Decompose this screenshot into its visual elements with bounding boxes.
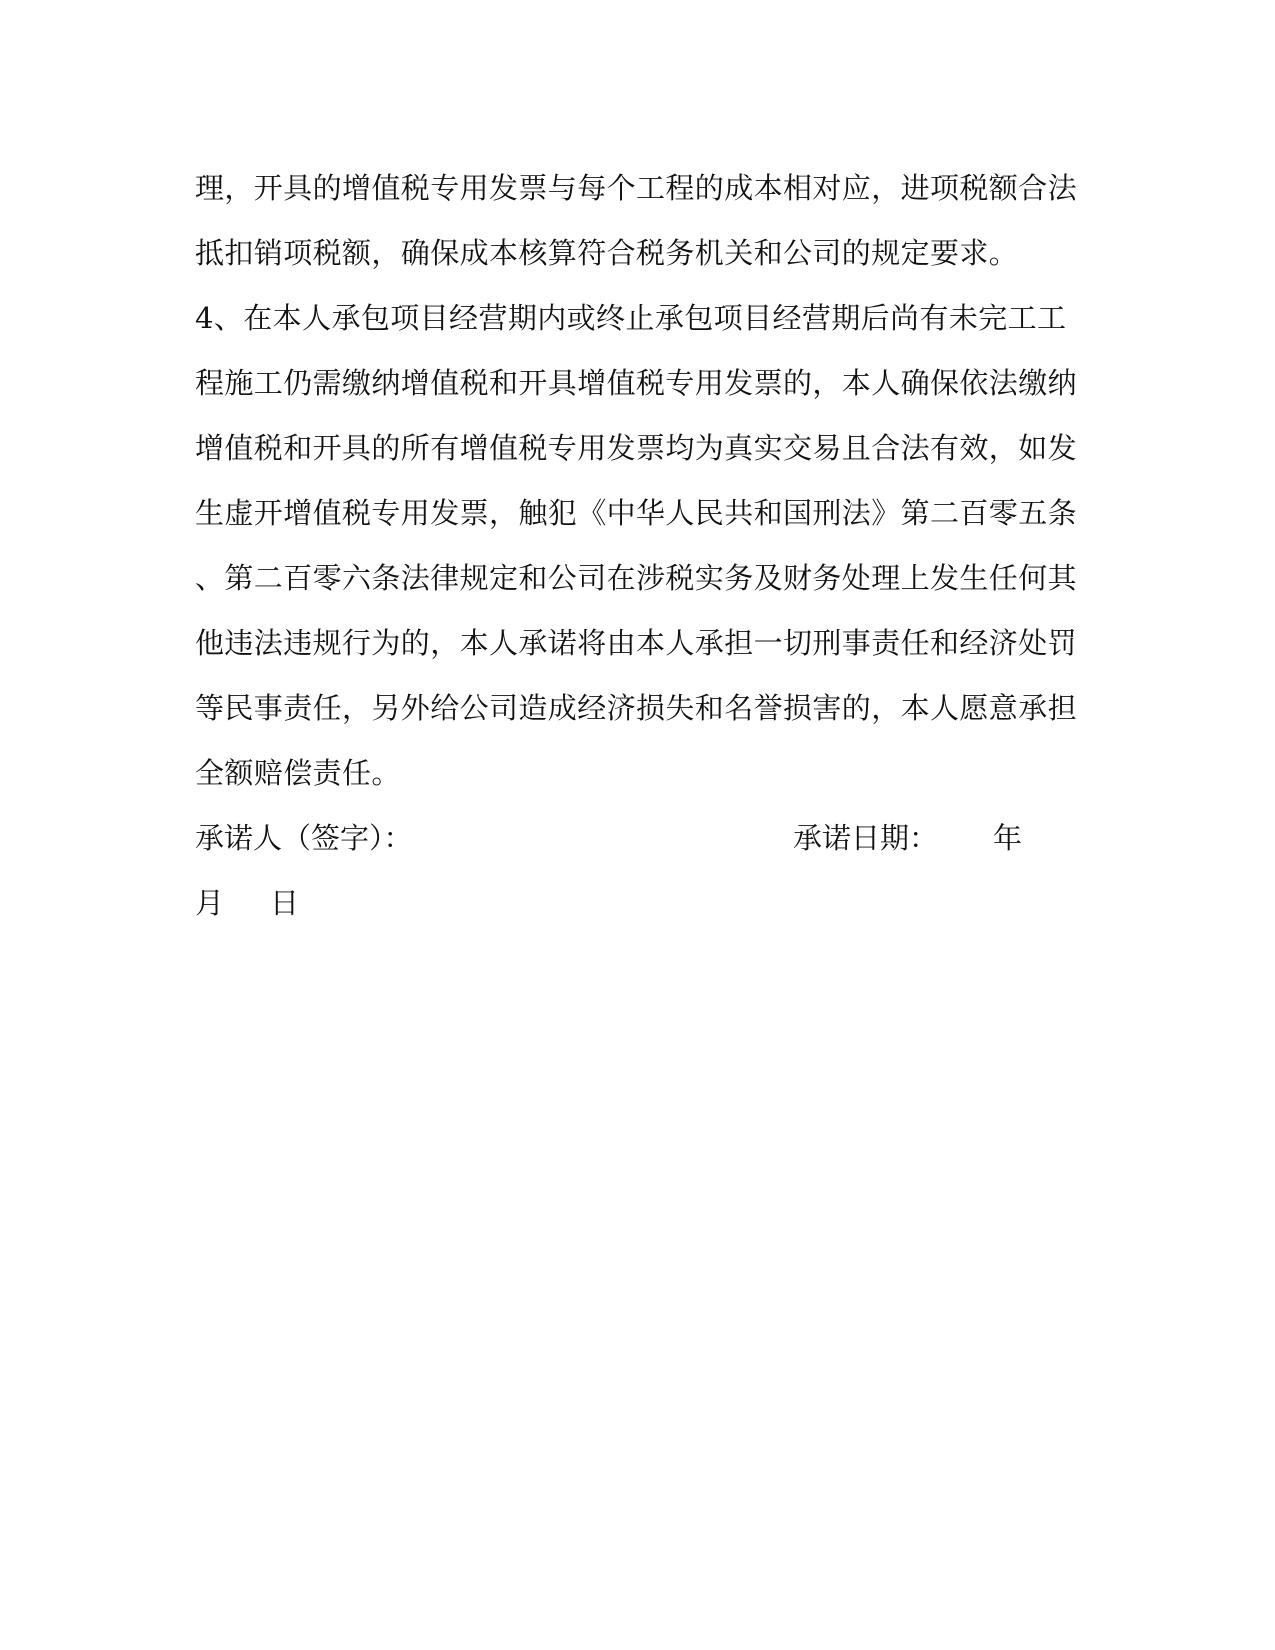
promise-date-label: 承诺日期： [793,821,939,855]
day-label: 日 [270,886,300,920]
body-text-line: 他违法违规行为的，本人承诺将由本人承担一切刑事责任和经济处罚 [195,626,1078,660]
body-text-line: 等民事责任，另外给公司造成经济损失和名誉损害的，本人愿意承担 [195,691,1078,725]
signer-label: 承诺人（签字）： [195,821,413,855]
month-label: 月 [195,886,225,920]
body-text-line: 生虚开增值税专用发票，触犯《中华人民共和国刑法》第二百零五条 [195,496,1078,530]
body-text-line: 全额赔偿责任。 [195,756,401,790]
body-text-line: 程施工仍需缴纳增值税和开具增值税专用发票的，本人确保依法缴纳 [195,366,1078,400]
year-label: 年 [993,821,1023,855]
body-text-line: 抵扣销项税额，确保成本核算符合税务机关和公司的规定要求。 [195,236,1019,270]
body-text-line: 、第二百零六条法律规定和公司在涉税实务及财务处理上发生任何其 [195,561,1078,595]
body-text-line: 增值税和开具的所有增值税专用发票均为真实交易且合法有效，如发 [195,431,1078,465]
body-text-line: 理，开具的增值税专用发票与每个工程的成本相对应，进项税额合法 [195,171,1078,205]
signature-row [195,818,1075,858]
clause-4-start: 4、在本人承包项目经营期内或终止承包项目经营期后尚有未完工工 [195,301,1067,335]
